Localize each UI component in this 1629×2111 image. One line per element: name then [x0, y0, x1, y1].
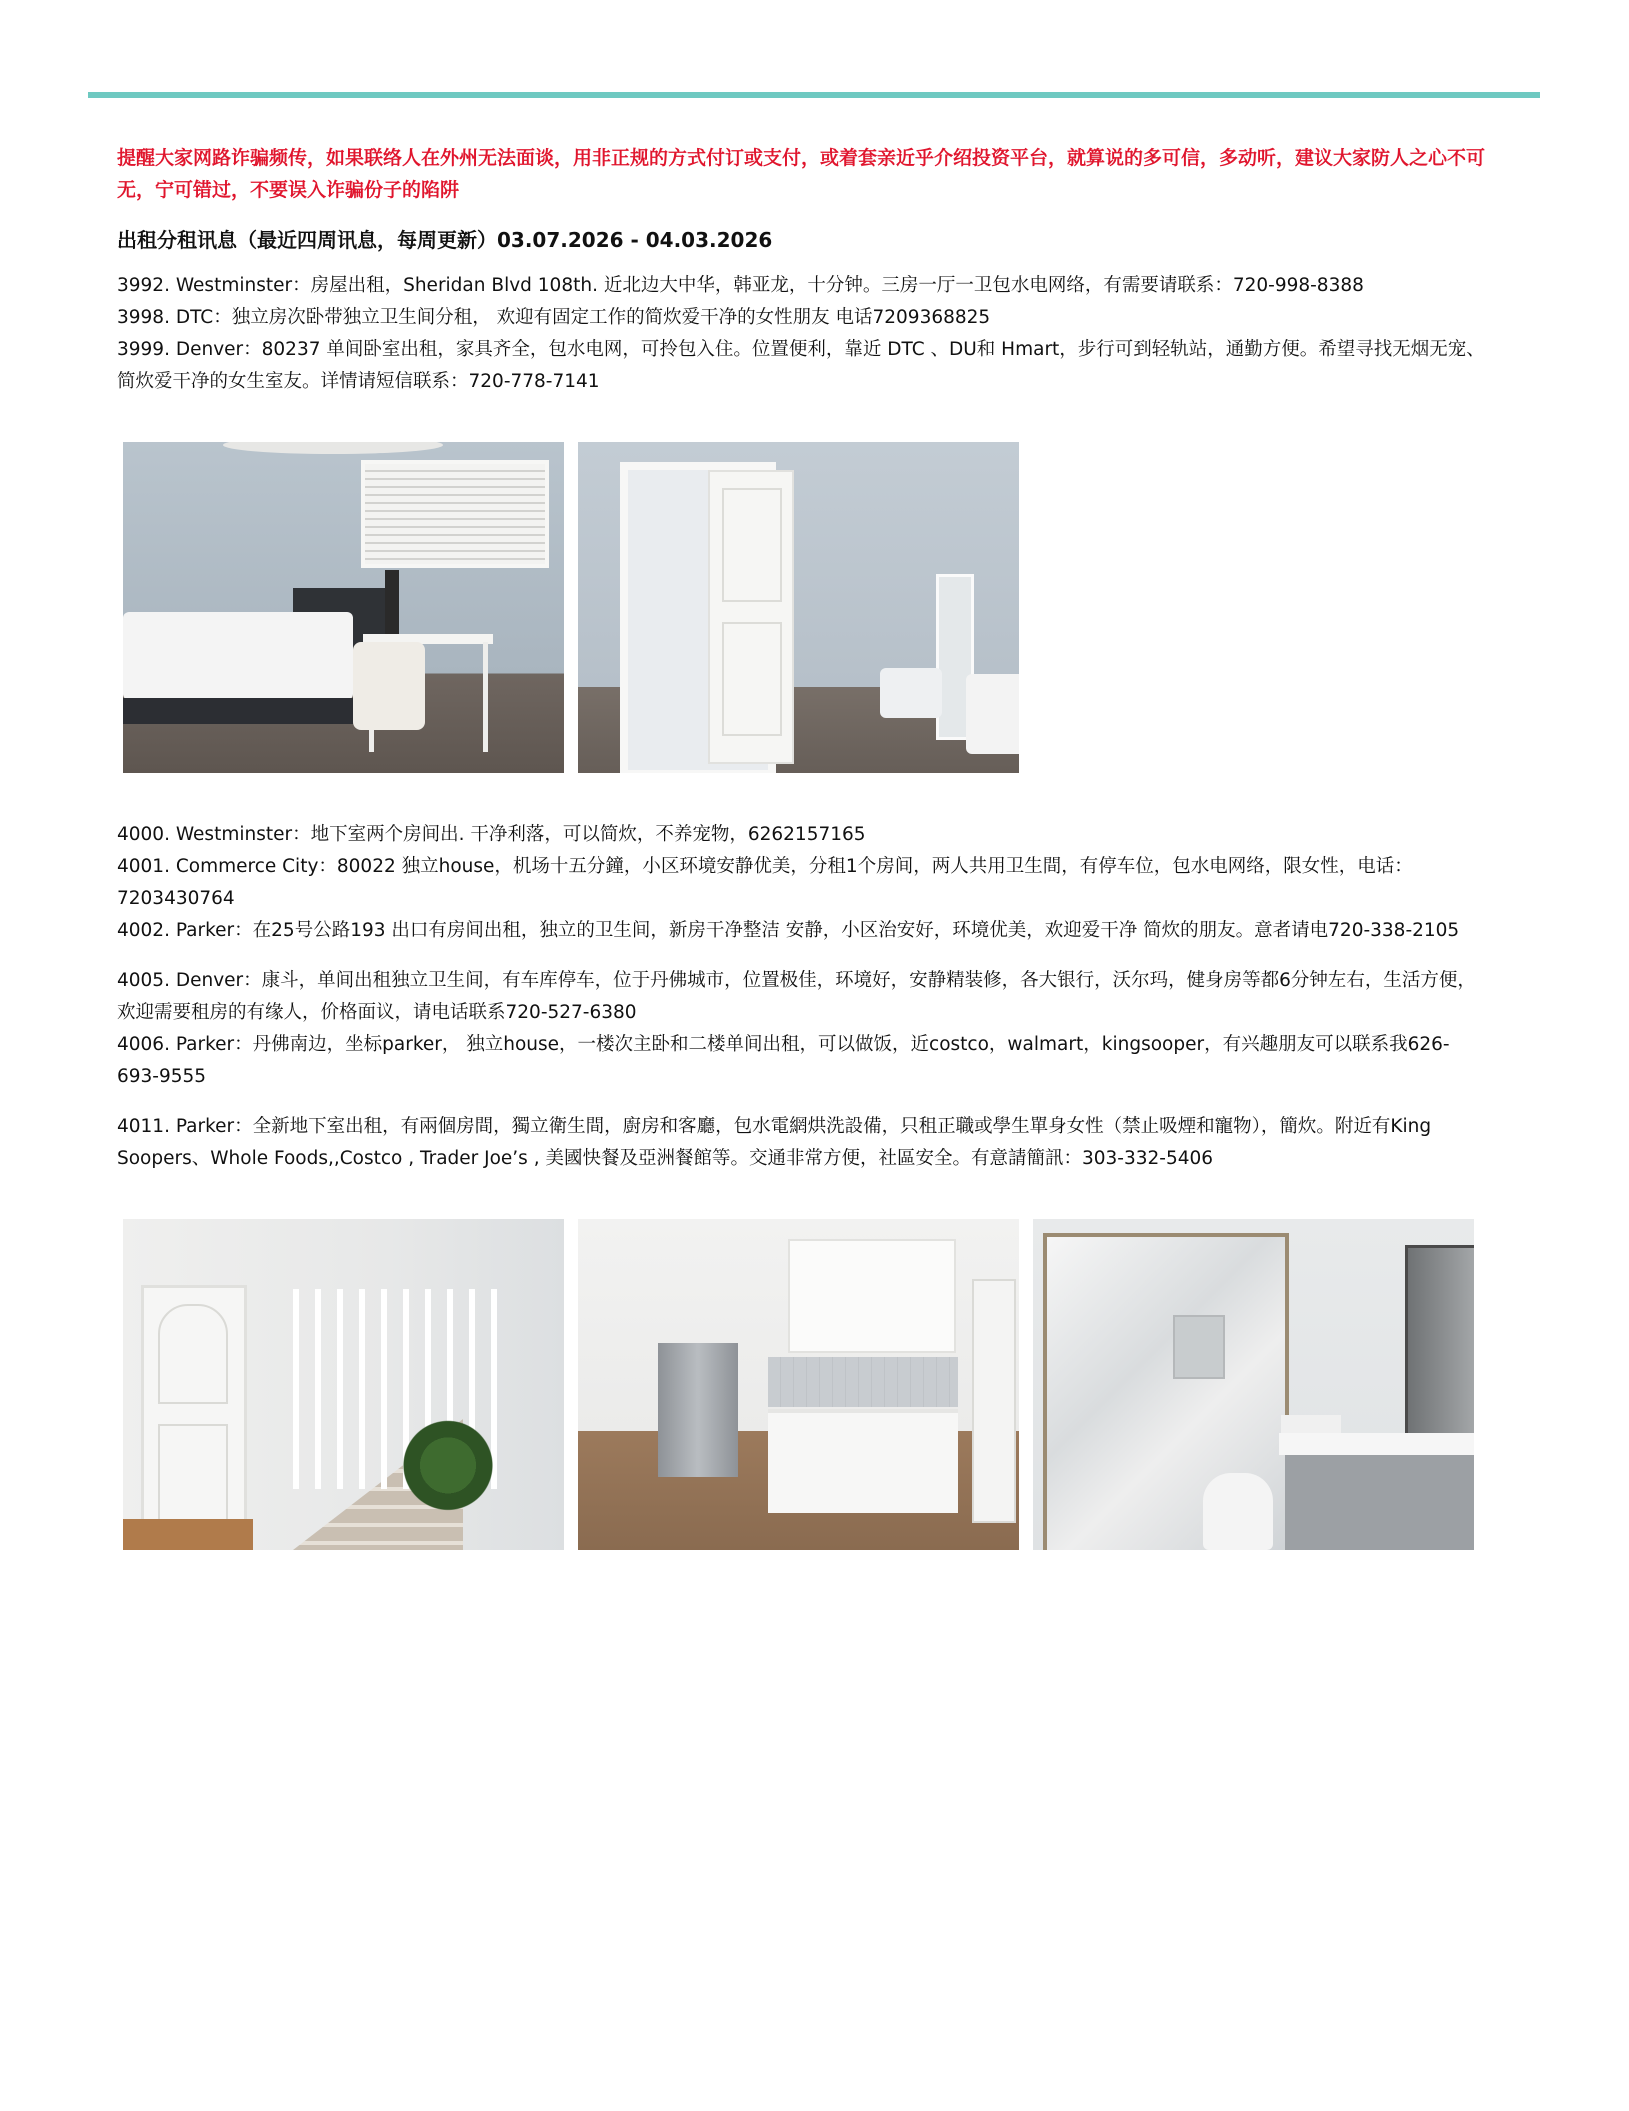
- bedroom-photo: [123, 442, 564, 773]
- listings-heading: 出租分租讯息（最近四周讯息，每周更新）03.07.2026 - 04.03.2026: [117, 228, 773, 252]
- listing-group-1: [117, 270, 1487, 398]
- hallway-stairs-photo: [123, 1219, 564, 1550]
- listing-4002: 4002. Parker：在25号公路193 出口有房间出租，独立的卫生间，新房干净整洁 安静，小区治安好，环境优美，欢迎爱干净 简炊的朋友。意者请电720-338-2105: [117, 920, 1460, 941]
- kitchen-photo: [578, 1219, 1019, 1550]
- page-content: [117, 142, 1487, 1550]
- listing-4005: 4005. Denver：康斗，单间出租独立卫生间，有车库停车，位于丹佛城市，位置极佳，环境好，安静精装修，各大银行，沃尔玛，健身房等都6分钟左右，生活方便，欢迎需要租房的有缘人，价格面议，请电话联系720-527-6380: [117, 970, 1476, 1023]
- listing-group-3: [117, 965, 1487, 1093]
- listing-4011: 4011. Parker：全新地下室出租，有兩個房間，獨立衛生間，廚房和客廳，包水電網烘洗設備，只租正職或學生單身女性（禁止吸煙和寵物），簡炊。附近有King Soopers、Whole Foods,,Costco , Trader Joe’s , 美國快餐及亞洲餐館等。交通非常方便，社區安全。有意請簡訊：303-332-5406: [117, 1116, 1432, 1169]
- bathroom-photo: [1033, 1219, 1474, 1550]
- scam-warning-notice: 提醒大家网路诈骗频传，如果联络人在外州无法面谈，用非正规的方式付订或支付，或着套亲近乎介绍投资平台，就算说的多可信，多动听，建议大家防人之心不可无，宁可错过，不要误入诈骗份子的陷阱: [117, 147, 1486, 201]
- listing-3992: 3992. Westminster：房屋出租，Sheridan Blvd 108th. 近北边大中华，韩亚龙，十分钟。三房一厅一卫包水电网络，有需要请联系：720-998-8388: [117, 275, 1364, 296]
- listing-3999: 3999. Denver：80237 单间卧室出租，家具齐全，包水电网，可拎包入住。位置便利，靠近 DTC 、DU和 Hmart，步行可到轻轨站，通勤方便。希望寻找无烟无宠、简炊爱干净的女生室友。详情请短信联系：720-778-7141: [117, 339, 1485, 392]
- photo-row-1: [123, 442, 1487, 773]
- listing-group-2: [117, 819, 1487, 947]
- closet-photo: [578, 442, 1019, 773]
- listing-4001: 4001. Commerce City：80022 独立house，机场十五分鐘，小区环境安静优美，分租1个房间，两人共用卫生間，有停车位，包水电网络，限女性，电话：7203430764: [117, 856, 1413, 909]
- header-accent-rule: [88, 92, 1540, 98]
- listing-group-4: [117, 1111, 1487, 1175]
- listing-4000: 4000. Westminster：地下室两个房间出. 干净利落，可以简炊，不养宠物，6262157165: [117, 824, 866, 845]
- photo-row-2: [123, 1219, 1487, 1550]
- listing-4006: 4006. Parker：丹佛南边，坐标parker， 独立house，一楼次主卧和二楼单间出租，可以做饭，近costco，walmart，kingsooper，有兴趣朋友可以联系我626-693-9555: [117, 1034, 1450, 1087]
- listing-3998: 3998. DTC：独立房次卧带独立卫生间分租， 欢迎有固定工作的简炊爱干净的女性朋友 电话7209368825: [117, 307, 991, 328]
